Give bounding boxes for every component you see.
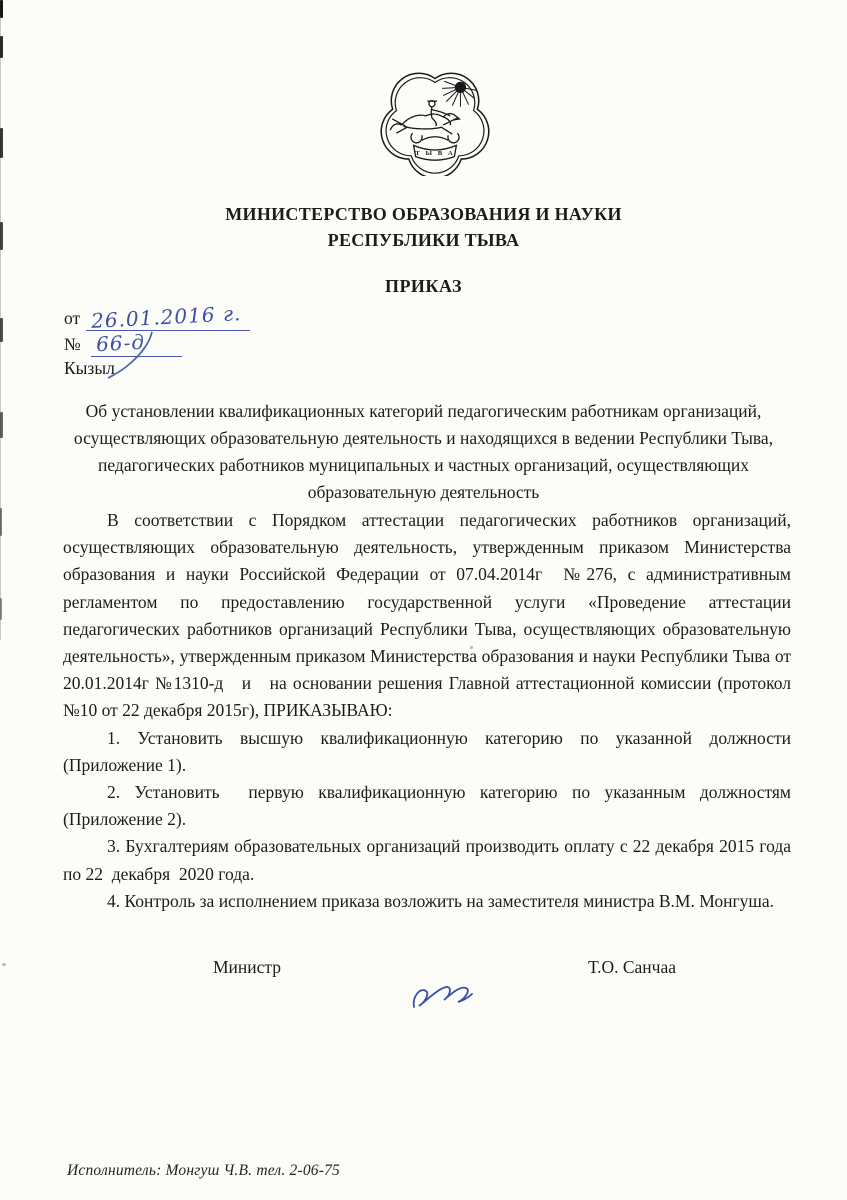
body-paragraph-item-4: 4. Контроль за исполнением приказа возложить на заместителя министра В.М. Монгуша. xyxy=(107,890,775,911)
body-paragraph-item-1: 1. Установить высшую квалификационную категорию по указанной должности (Приложение 1). xyxy=(63,727,791,775)
scan-edge-mark xyxy=(0,318,3,342)
scan-edge-mark xyxy=(0,128,3,158)
scan-edge-mark xyxy=(0,598,2,620)
order-date-row xyxy=(64,301,250,333)
date-label: от xyxy=(64,308,81,328)
city-label: Кызыл xyxy=(64,358,115,378)
handwritten-number: 66-д xyxy=(95,329,146,357)
city-row xyxy=(64,355,250,381)
ministry-name xyxy=(0,201,847,253)
body-paragraph-preamble: В соответствии с Порядком аттестации педагогических работников организаций, осуществляющих образовательную деятельность, утвержденным приказом Министерства образования и науки Российской Федерации от 07.04.2014г №276, с административным регламентом по предоставлению государственной услуги «Проведение аттестации педагогических работников организаций Республики Тыва, осуществляющих образовательную деятельность», утвержденным приказом Министерства образования и науки Республики Тыва от 20.01.2014г №1310-д и на основании решения Главной аттестационной комиссии (протокол №10 от 22 декабря 2015г), ПРИКАЗЫВАЮ: xyxy=(63,510,791,721)
scan-edge-mark xyxy=(0,0,3,18)
number-label: № xyxy=(64,334,81,354)
executor-note: Исполнитель: Монгуш Ч.В. тел. 2-06-75 xyxy=(67,1162,340,1179)
signature-row xyxy=(63,957,791,978)
document-type-title: ПРИКАЗ xyxy=(384,276,463,296)
scan-speck xyxy=(2,963,6,966)
signature-scribble xyxy=(408,981,486,1015)
body-paragraph-item-3: 3. Бухгалтериям образовательных организаций производить оплату с 22 декабря 2015 года по 22 декабря 2020 года. xyxy=(63,836,791,884)
handwritten-date: 26.01.2016 г. xyxy=(90,301,243,333)
body-paragraph-item-2: 2. Установить первую квалификационную категорию по указанным должностям (Приложение 2). xyxy=(63,782,791,830)
tyva-banner-text: Т Ы В А xyxy=(415,150,455,158)
scan-edge-mark xyxy=(0,36,3,58)
sun-icon xyxy=(442,81,477,106)
signer-post: Министр xyxy=(213,957,282,977)
order-body xyxy=(63,507,791,915)
scan-edge-mark xyxy=(0,412,3,438)
ministry-name-line2: РЕСПУБЛИКИ ТЫВА xyxy=(327,230,520,250)
order-meta xyxy=(64,303,250,381)
signer-name: Т.О. Санчаа xyxy=(588,957,676,977)
tyva-coat-of-arms-icon xyxy=(379,68,491,176)
horseman-icon xyxy=(390,101,459,135)
order-subject: Об установлении квалификационных категорий педагогическим работникам организаций, осуществляющих образовательную деятельность и находящихся в ведении Республики Тыва, педагогических работников муниципальных и частных организаций, осуществляющих образовательную деятельность xyxy=(73,401,774,502)
ministry-name-line1: МИНИСТЕРСТВО ОБРАЗОВАНИЯ И НАУКИ xyxy=(225,204,622,224)
scan-edge-mark xyxy=(0,508,2,536)
